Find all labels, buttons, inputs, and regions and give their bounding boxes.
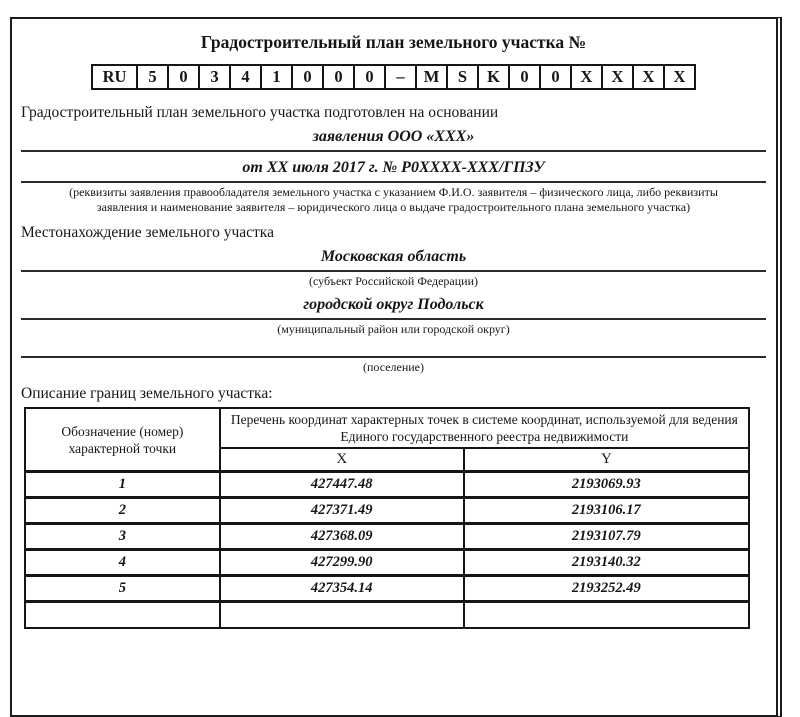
- location-settlement-line: [21, 344, 766, 358]
- plan-number-cell: 0: [167, 64, 200, 90]
- location-settlement-note: (поселение): [363, 360, 424, 375]
- table-row-partial: [25, 602, 749, 628]
- location-region-line: Московская область: [21, 247, 766, 272]
- table-row: [25, 524, 749, 550]
- table-row: [25, 550, 749, 576]
- plan-number-cell: 5: [136, 64, 169, 90]
- table-row: [25, 576, 749, 602]
- y-coordinate: [464, 602, 749, 628]
- plan-number-cell: RU: [91, 64, 138, 90]
- coordinates-table: [24, 407, 750, 629]
- page-title: Градостроительный план земельного участка №: [200, 32, 587, 52]
- basis-application-ref-line: от ХХ июля 2017 г. № Р0ХХХХ-ХХХ/ГПЗУ: [21, 158, 766, 183]
- x-coordinate: 427371.49: [220, 498, 464, 524]
- point-number: 2: [25, 498, 220, 524]
- plan-number-cell: 0: [353, 64, 386, 90]
- location-region-note: (субъект Российской Федерации): [308, 274, 479, 289]
- plan-number-cell: 0: [291, 64, 324, 90]
- plan-number-grid: [21, 64, 766, 90]
- table-header-row: [25, 408, 749, 448]
- y-coordinate: 2193106.17: [464, 498, 749, 524]
- point-number: 5: [25, 576, 220, 602]
- plan-number-dash-cell: –: [384, 64, 417, 90]
- plan-number-cell: X: [601, 64, 634, 90]
- y-coordinate: 2193107.79: [464, 524, 749, 550]
- plan-number-cell: 3: [198, 64, 231, 90]
- coords-column-header: Перечень координат характерных точек в системе координат, используемой для ведения Единого государственного реестра недвижимости: [220, 408, 749, 448]
- x-coordinate: 427299.90: [220, 550, 464, 576]
- point-number: 3: [25, 524, 220, 550]
- plan-number-cell: M: [415, 64, 448, 90]
- table-row: [25, 498, 749, 524]
- plan-number-cell: X: [570, 64, 603, 90]
- y-column-header: Y: [464, 448, 749, 472]
- plan-number-cell: S: [446, 64, 479, 90]
- basis-applicant-line: заявления ООО «ХХХ»: [21, 127, 766, 152]
- x-coordinate: [220, 602, 464, 628]
- plan-number-cell: X: [632, 64, 665, 90]
- point-column-header: Обозначение (номер) характерной точки: [25, 408, 220, 472]
- x-coordinate: 427354.14: [220, 576, 464, 602]
- plan-number-cell: 0: [508, 64, 541, 90]
- plan-number-cell: X: [663, 64, 696, 90]
- point-number: [25, 602, 220, 628]
- plan-number-cell: 0: [539, 64, 572, 90]
- table-row: [25, 472, 749, 498]
- basis-note: (реквизиты заявления правообладателя земельного участка с указанием Ф.И.О. заявителя – физического лица, либо реквизиты заявления и наименование заявителя – юридического лица о выдаче градостроительного плана земельного участка): [69, 185, 718, 214]
- y-coordinate: 2193140.32: [464, 550, 749, 576]
- basis-intro-text: Градостроительный план земельного участка подготовлен на основании: [21, 104, 499, 121]
- point-number: 1: [25, 472, 220, 498]
- plan-number-cell: 1: [260, 64, 293, 90]
- y-coordinate: 2193252.49: [464, 576, 749, 602]
- point-number: 4: [25, 550, 220, 576]
- document-page: [10, 17, 782, 717]
- boundaries-label: Описание границ земельного участка:: [21, 384, 273, 402]
- location-label: Местонахождение земельного участка: [21, 224, 274, 242]
- y-coordinate: 2193069.93: [464, 472, 749, 498]
- x-coordinate: 427368.09: [220, 524, 464, 550]
- plan-number-cell: K: [477, 64, 510, 90]
- location-municipality-line: городской округ Подольск: [21, 295, 766, 320]
- plan-number-cell: 4: [229, 64, 262, 90]
- location-municipality-note: (муниципальный район или городской округ): [277, 321, 510, 336]
- plan-number-cell: 0: [322, 64, 355, 90]
- x-coordinate: 427447.48: [220, 472, 464, 498]
- x-column-header: X: [220, 448, 464, 472]
